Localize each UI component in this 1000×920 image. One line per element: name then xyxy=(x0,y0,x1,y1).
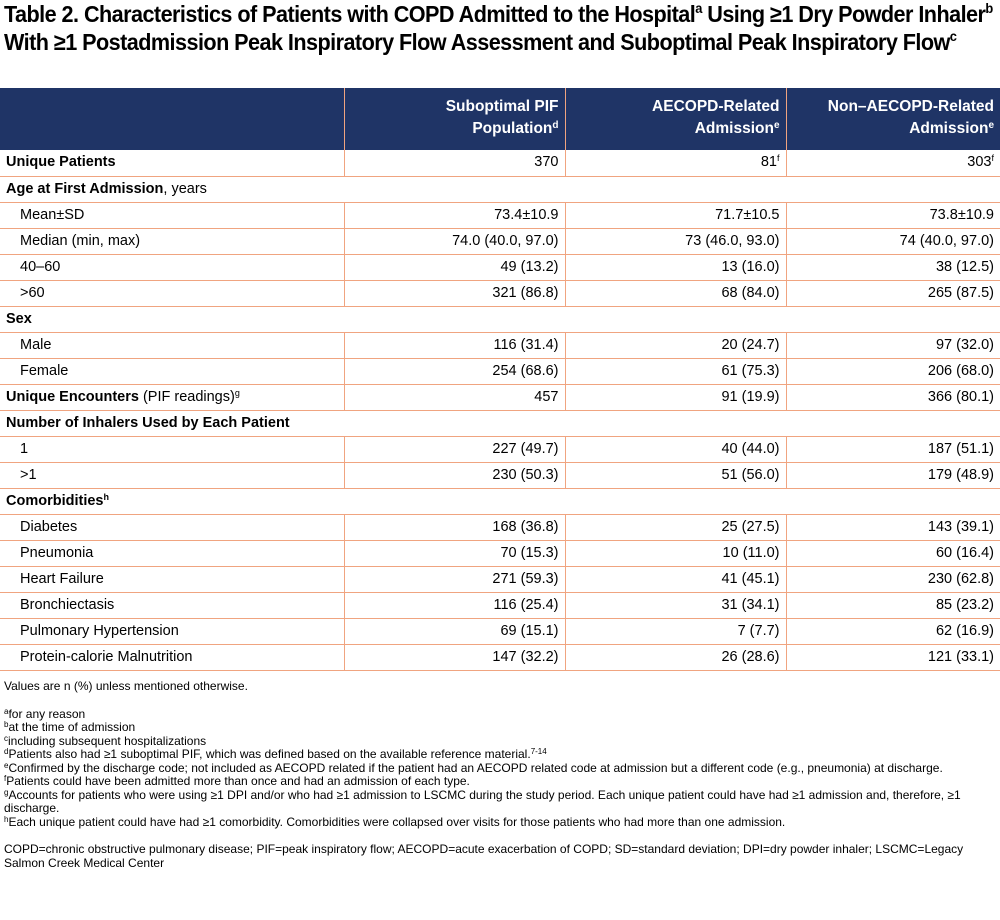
row-label: Heart Failure xyxy=(0,566,344,592)
row-bronchiectasis xyxy=(0,592,1000,618)
cell-value: 73 (46.0, 93.0) xyxy=(565,228,786,254)
row-median xyxy=(0,228,1000,254)
cell-value: 227 (49.7) xyxy=(344,436,565,462)
footnote-a: $^a$for any reason xyxy=(4,706,86,721)
cell-value: 49 (13.2) xyxy=(344,254,565,280)
cell-value: 457 xyxy=(344,384,565,410)
footnote-e: $^e$Confirmed by the discharge code; not included as AECOPD related if the patient had an AECOPD related code at admission but a different code (e.g., pneumonia) at discharge. xyxy=(4,760,943,775)
cell-value: 206 (68.0) xyxy=(786,358,1000,384)
table-title: Table 2. Characteristics of Patients with COPD Admitted to the Hospital$^a$ Using ≥1 Dry Powder Inhaler$^b$ With ≥1 Postadmission Peak Inspiratory Flow Assessment and Suboptimal Peak Inspiratory Flow$^c$ xyxy=(4,0,993,55)
cell-value: 81$^f$ xyxy=(565,150,786,176)
cell-value: 271 (59.3) xyxy=(344,566,565,592)
footnotes xyxy=(4,680,996,870)
cell-value: 31 (34.1) xyxy=(565,592,786,618)
cell-value: 168 (36.8) xyxy=(344,514,565,540)
cell-value: 7 (7.7) xyxy=(565,618,786,644)
cell-value: 254 (68.6) xyxy=(344,358,565,384)
row-label: 40–60 xyxy=(0,254,344,280)
cell-value: 13 (16.0) xyxy=(565,254,786,280)
cell-value: 179 (48.9) xyxy=(786,462,1000,488)
row-inhalers-1 xyxy=(0,436,1000,462)
cell-value: 70 (15.3) xyxy=(344,540,565,566)
cell-value: 69 (15.1) xyxy=(344,618,565,644)
cell-value: 91 (19.9) xyxy=(565,384,786,410)
cell-value: 73.8±10.9 xyxy=(786,202,1000,228)
cell-value: 10 (11.0) xyxy=(565,540,786,566)
row-malnutrition xyxy=(0,644,1000,670)
header-aecopd-related: AECOPD-Related Admission$^e$ xyxy=(565,88,786,150)
cell-value: 25 (27.5) xyxy=(565,514,786,540)
cell-value: 265 (87.5) xyxy=(786,280,1000,306)
row-mean-sd xyxy=(0,202,1000,228)
section-label: Age at First Admission, years xyxy=(0,176,1000,202)
row-label: Female xyxy=(0,358,344,384)
footnote-g: $^g$Accounts for patients who were using ≥1 DPI and/or who had ≥1 admission to LSCMC during the study period. Each unique patient could have had ≥1 admission and, therefore, ≥1 discharge. xyxy=(4,787,961,815)
header-suboptimal-pif: Suboptimal PIF Population$^d$ xyxy=(344,88,565,150)
cell-value: 71.7±10.5 xyxy=(565,202,786,228)
cell-value: 230 (62.8) xyxy=(786,566,1000,592)
row-label: >1 xyxy=(0,462,344,488)
row-sex-header xyxy=(0,306,1000,332)
row-label: Pulmonary Hypertension xyxy=(0,618,344,644)
cell-value: 41 (45.1) xyxy=(565,566,786,592)
section-label: Sex xyxy=(0,306,1000,332)
footnote-f: $^f$Patients could have been admitted more than once and had an admission of each type. xyxy=(4,774,470,788)
row-inhalers-header xyxy=(0,410,1000,436)
cell-value: 97 (32.0) xyxy=(786,332,1000,358)
row-age-gt60 xyxy=(0,280,1000,306)
cell-value: 51 (56.0) xyxy=(565,462,786,488)
footnote-h: $^h$Each unique patient could have had ≥1 comorbidity. Comorbidities were collapsed over visits for those patients who had more than one admission. xyxy=(4,814,786,829)
row-inhalers-gt1 xyxy=(0,462,1000,488)
row-label: Median (min, max) xyxy=(0,228,344,254)
cell-value: 40 (44.0) xyxy=(565,436,786,462)
cell-value: 116 (25.4) xyxy=(344,592,565,618)
characteristics-table xyxy=(0,88,1000,671)
row-comorbidities-header xyxy=(0,488,1000,514)
section-label: Comorbidities$^h$ xyxy=(0,488,1000,514)
row-label: Protein-calorie Malnutrition xyxy=(0,644,344,670)
row-label: Diabetes xyxy=(0,514,344,540)
cell-value: 187 (51.1) xyxy=(786,436,1000,462)
row-label: Mean±SD xyxy=(0,202,344,228)
footnote-c: $^c$including subsequent hospitalizations xyxy=(4,733,207,748)
row-label: Unique Patients xyxy=(6,154,116,171)
row-unique-patients xyxy=(0,150,1000,176)
row-label: Bronchiectasis xyxy=(0,592,344,618)
cell-value: 121 (33.1) xyxy=(786,644,1000,670)
footnote-b: $^b$at the time of admission xyxy=(4,720,136,734)
cell-value: 74 (40.0, 97.0) xyxy=(786,228,1000,254)
cell-value: 38 (12.5) xyxy=(786,254,1000,280)
table-header-row xyxy=(0,88,1000,150)
cell-value: 116 (31.4) xyxy=(344,332,565,358)
row-label: Pneumonia xyxy=(0,540,344,566)
cell-value: 147 (32.2) xyxy=(344,644,565,670)
cell-value: 85 (23.2) xyxy=(786,592,1000,618)
abbreviations: COPD=chronic obstructive pulmonary disease; PIF=peak inspiratory flow; AECOPD=acute exacerbation of COPD; SD=standard deviation; DPI=dry powder inhaler; LSCMC=Legacy Salmon Creek Medical Center xyxy=(4,842,964,870)
footnote-d: $^d$Patients also had ≥1 suboptimal PIF, which was defined based on the available reference material.$^{7-14}$ xyxy=(4,747,547,761)
cell-value: 62 (16.9) xyxy=(786,618,1000,644)
row-diabetes xyxy=(0,514,1000,540)
cell-value: 366 (80.1) xyxy=(786,384,1000,410)
row-pulmonary-hypertension xyxy=(0,618,1000,644)
row-female xyxy=(0,358,1000,384)
header-non-aecopd-related: Non–AECOPD-Related Admission$^e$ xyxy=(786,88,1000,150)
cell-value: 68 (84.0) xyxy=(565,280,786,306)
row-male xyxy=(0,332,1000,358)
row-heart-failure xyxy=(0,566,1000,592)
row-label: >60 xyxy=(0,280,344,306)
row-unique-encounters xyxy=(0,384,1000,410)
cell-value: 26 (28.6) xyxy=(565,644,786,670)
cell-value: 20 (24.7) xyxy=(565,332,786,358)
cell-value: 230 (50.3) xyxy=(344,462,565,488)
row-pneumonia xyxy=(0,540,1000,566)
values-note: Values are n (%) unless mentioned otherwise. xyxy=(4,679,248,693)
row-label: Unique Encounters (PIF readings)$^g$ xyxy=(0,384,344,410)
header-empty xyxy=(0,88,344,150)
cell-value: 74.0 (40.0, 97.0) xyxy=(344,228,565,254)
cell-value: 303$^f$ xyxy=(786,150,1000,176)
cell-value: 60 (16.4) xyxy=(786,540,1000,566)
cell-value: 321 (86.8) xyxy=(344,280,565,306)
cell-value: 73.4±10.9 xyxy=(344,202,565,228)
cell-value: 370 xyxy=(344,150,565,176)
cell-value: 143 (39.1) xyxy=(786,514,1000,540)
row-age-40-60 xyxy=(0,254,1000,280)
row-label: 1 xyxy=(0,436,344,462)
section-label: Number of Inhalers Used by Each Patient xyxy=(0,410,1000,436)
row-label: Male xyxy=(0,332,344,358)
cell-value: 61 (75.3) xyxy=(565,358,786,384)
row-age-header xyxy=(0,176,1000,202)
